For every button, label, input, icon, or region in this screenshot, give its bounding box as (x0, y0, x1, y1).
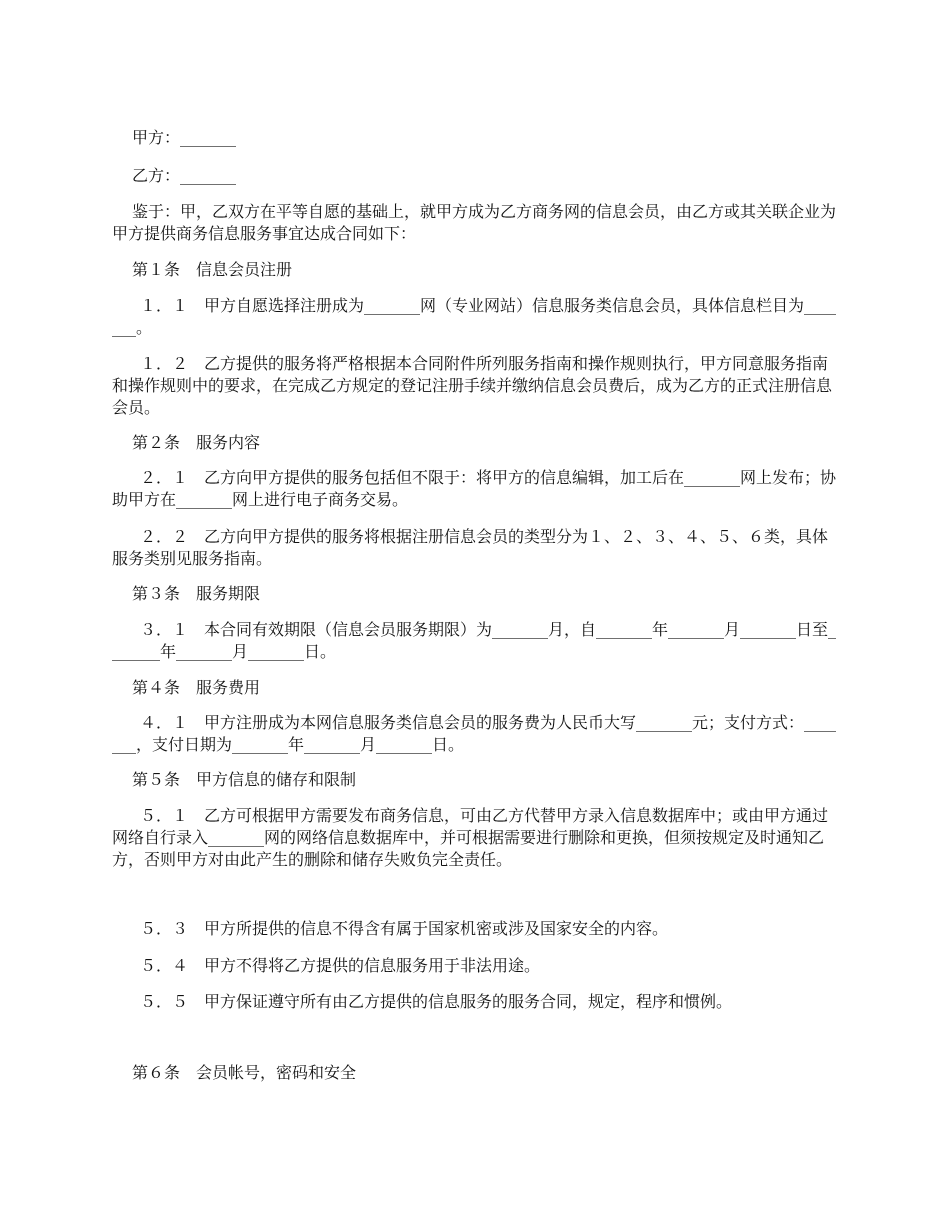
preamble-paragraph: 鉴于：甲，乙双方在平等自愿的基础上，就甲方成为乙方商务网的信息会员，由乙方或其关联企业为甲方提供商务信息服务事宜达成合同如下： (112, 202, 837, 243)
clause-4-1: ４．１ 甲方注册成为本网信息服务类信息会员的服务费为人民币大写_______元；支付方式：_______，支付日期为_______年_______月_______日。 (112, 713, 837, 754)
article-2-heading: 第２条 服务内容 (132, 433, 261, 452)
clause-2-1: ２．１ 乙方向甲方提供的服务包括但不限于：将甲方的信息编辑，加工后在_______网上发布；协助甲方在_______网上进行电子商务交易。 (112, 468, 837, 509)
clause-1-1: １．１ 甲方自愿选择注册成为_______网（专业网站）信息服务类信息会员，具体信息栏目为_______。 (112, 296, 837, 337)
party-a-line: 甲方：_______ (132, 128, 237, 147)
clause-1-2: １．２ 乙方提供的服务将严格根据本合同附件所列服务指南和操作规则执行，甲方同意服务指南和操作规则中的要求，在完成乙方规定的登记注册手续并缴纳信息会员费后，成为乙方的正式注册信息会员。 (112, 354, 833, 417)
clause-2-2: ２．２ 乙方向甲方提供的服务将根据注册信息会员的类型分为１、２、３、４、５、６类，具体服务类别见服务指南。 (112, 527, 829, 568)
clause-5-3: ５．３ 甲方所提供的信息不得含有属于国家机密或涉及国家安全的内容。 (140, 919, 669, 938)
clause-5-1: ５．１ 乙方可根据甲方需要发布商务信息，可由乙方代替甲方录入信息数据库中；或由甲方通过网络自行录入_______网的网络信息数据库中，并可根据需要进行删除和更换，但须按规定及时通知乙方，否则甲方对由此产生的删除和储存失败负完全责任。 (112, 806, 829, 869)
party-b-line: 乙方：_______ (132, 166, 237, 185)
clause-5-4: ５．４ 甲方不得将乙方提供的信息服务用于非法用途。 (140, 956, 541, 975)
article-6-heading: 第６条 会员帐号，密码和安全 (132, 1063, 357, 1082)
article-1-heading: 第１条 信息会员注册 (132, 260, 293, 279)
clause-5-5: ５．５ 甲方保证遵守所有由乙方提供的信息服务的服务合同，规定，程序和惯例。 (140, 992, 733, 1011)
article-4-heading: 第４条 服务费用 (132, 678, 261, 697)
article-3-heading: 第３条 服务期限 (132, 584, 261, 603)
article-5-heading: 第５条 甲方信息的储存和限制 (132, 770, 357, 789)
clause-3-1: ３．１ 本合同有效期限（信息会员服务期限）为_______月，自_______年_______月_______日至_______年_______月_______日。 (112, 620, 837, 661)
